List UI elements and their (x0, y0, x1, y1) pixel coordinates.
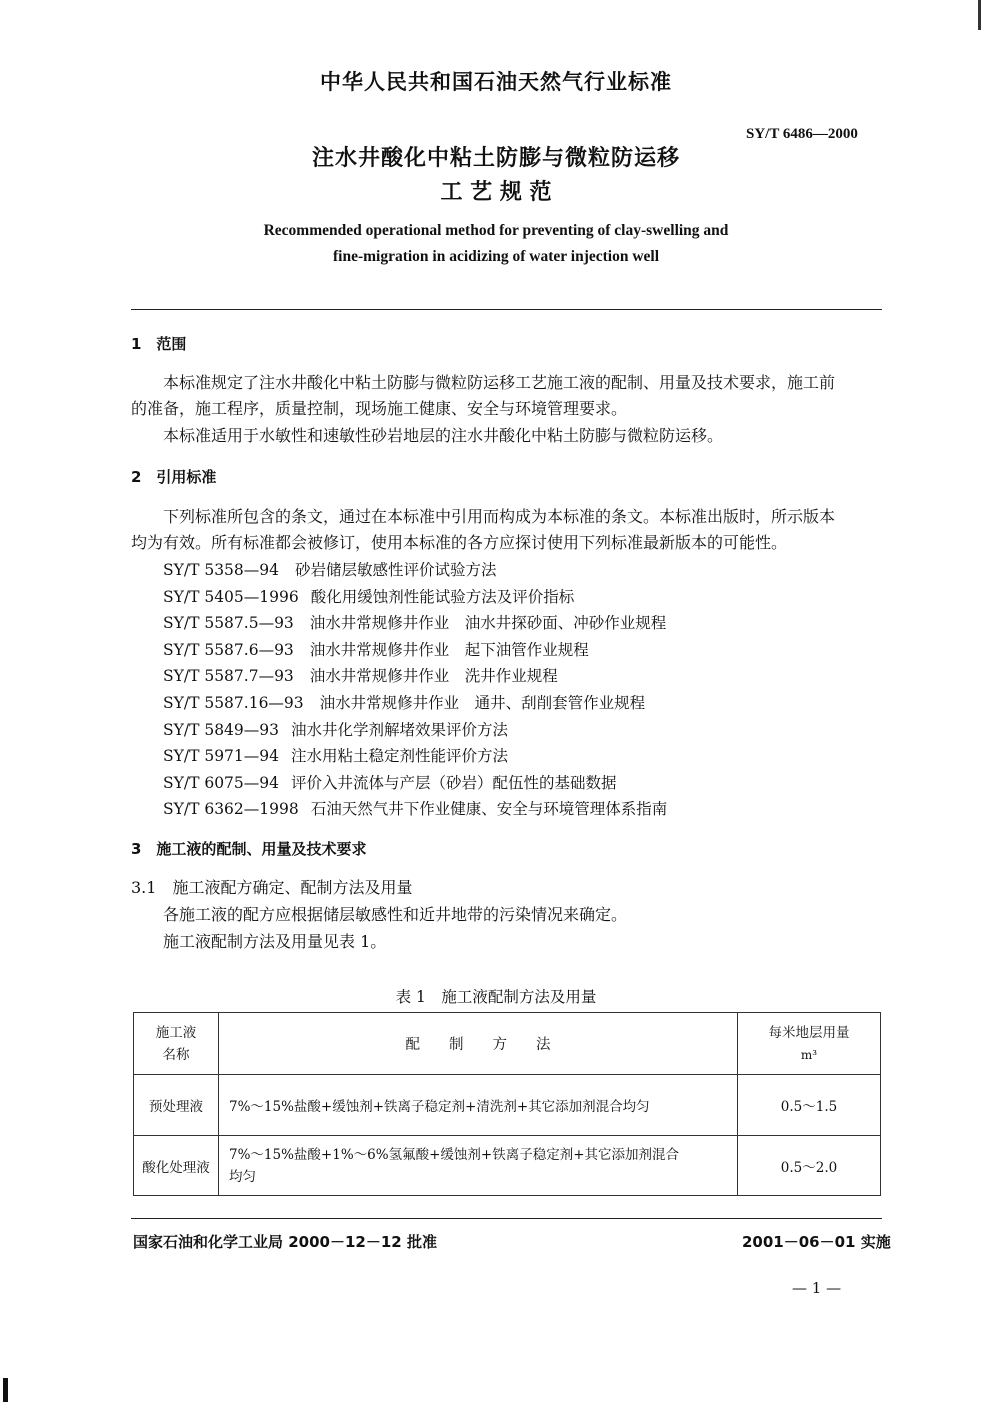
section3-heading: 3 施工液的配制、用量及技术要求 (131, 840, 367, 858)
section2-para-line2: 均为有效。所有标准都会被修订，使用本标准的各方应探讨使用下列标准最新版本的可能性。 (131, 533, 788, 552)
standard-item (163, 557, 667, 584)
section3-line2: 施工液配制方法及用量见表 1。 (163, 932, 387, 951)
section1-para2: 本标准适用于水敏性和速敏性砂岩地层的注水井酸化中粘土防膨与微粒防运移。 (163, 426, 724, 445)
table-header-row (134, 1013, 881, 1075)
standard-item (163, 743, 667, 770)
section1-para1-line1: 本标准规定了注水井酸化中粘土防膨与微粒防运移工艺施工液的配制、用量及技术要求，施工前 (163, 373, 836, 392)
table-row (134, 1136, 881, 1196)
standard-item (163, 663, 667, 690)
title-cn-line1: 注水井酸化中粘土防膨与微粒防运移 (311, 146, 680, 171)
standard-item (163, 584, 667, 611)
cell-method-line1: 7%～15%盐酸+缓蚀剂+铁离子稳定剂+清洗剂+其它添加剂混合均匀 (229, 1099, 650, 1115)
cell-method (219, 1075, 738, 1136)
std-number: SY/T 6486—2000 (746, 126, 858, 142)
section1-heading: 1 范围 (131, 335, 187, 353)
cell-amount: 0.5～1.5 (738, 1075, 881, 1136)
table1-caption: 表 1 施工液配制方法及用量 (395, 988, 597, 1006)
cell-name: 酸化处理液 (134, 1136, 219, 1196)
standard-code: SY/T 5587.16—93 (163, 693, 304, 712)
standard-item (163, 770, 667, 797)
header-rule (131, 309, 882, 310)
standard-code: SY/T 6075—94 (163, 773, 280, 792)
standard-code: SY/T 5405—1996 (163, 587, 299, 606)
standard-item (163, 796, 667, 823)
footer-rule (131, 1218, 882, 1219)
col-header-amount-unit: m³ (800, 1047, 818, 1062)
standards-list (163, 557, 667, 823)
standard-item (163, 717, 667, 744)
page-number: — 1 — (792, 1279, 842, 1297)
standard-name: 油水井常规修井作业 洗井作业规程 (309, 667, 558, 686)
col-header-amount (738, 1013, 881, 1075)
standard-name: 油水井常规修井作业 油水井探砂面、冲砂作业规程 (309, 614, 667, 633)
standard-name: 石油天然气井下作业健康、安全与环境管理体系指南 (310, 800, 668, 819)
standard-name: 评价入井流体与产层（砂岩）配伍性的基础数据 (291, 773, 617, 792)
cell-method-line2: 均匀 (229, 1168, 256, 1185)
table-row (134, 1075, 881, 1136)
standard-name: 注水用粘土稳定剂性能评价方法 (291, 747, 509, 766)
standard-item (163, 610, 667, 637)
cell-amount: 0.5～2.0 (738, 1136, 881, 1196)
section1-para1-line2: 的准备，施工程序，质量控制，现场施工健康、安全与环境管理要求。 (131, 399, 628, 418)
standard-name: 油水井常规修井作业 通井、刮削套管作业规程 (319, 693, 646, 712)
standard-code: SY/T 5587.7—93 (163, 667, 294, 686)
col-header-name-line1: 施工液 (155, 1024, 197, 1041)
standard-name: 油水井化学剂解堵效果评价方法 (291, 720, 509, 739)
section3-line1: 各施工液的配方应根据储层敏感性和近井地带的污染情况来确定。 (163, 905, 628, 924)
implement-text: 2001－06－01 实施 (742, 1233, 891, 1251)
section2-heading: 2 引用标准 (131, 468, 217, 486)
table1 (133, 1012, 881, 1196)
title-en-line2: fine-migration in acidizing of water injection well (332, 248, 660, 265)
col-header-name (134, 1013, 219, 1075)
title-cn-line2: 工 艺 规 范 (440, 180, 552, 205)
cell-method-line1: 7%～15%盐酸+1%～6%氢氟酸+缓蚀剂+铁离子稳定剂+其它添加剂混合 (229, 1146, 680, 1163)
cell-method (219, 1136, 738, 1196)
standard-code: SY/T 5587.5—93 (163, 614, 294, 633)
cell-name: 预处理液 (134, 1075, 219, 1136)
org-title: 中华人民共和国石油天然气行业标准 (320, 70, 672, 94)
title-en-line1: Recommended operational method for preventing of clay-swelling and (263, 222, 729, 239)
scan-mark-right (978, 0, 981, 30)
standard-name: 酸化用缓蚀剂性能试验方法及评价指标 (310, 587, 575, 606)
col-header-method: 配 制 方 法 (219, 1013, 738, 1075)
approval-text: 国家石油和化学工业局 2000－12－12 批准 (133, 1233, 437, 1251)
col-header-name-line2: 名称 (162, 1046, 190, 1063)
section2-para-line1: 下列标准所包含的条文，通过在本标准中引用而构成为本标准的条文。本标准出版时，所示版本 (163, 507, 836, 526)
standard-code: SY/T 5971—94 (163, 747, 280, 766)
standard-name: 砂岩储层敏感性评价试验方法 (295, 561, 497, 579)
standard-code: SY/T 5587.6—93 (163, 640, 294, 659)
standard-code: SY/T 6362—1998 (163, 800, 299, 819)
standard-name: 油水井常规修井作业 起下油管作业规程 (309, 640, 589, 659)
col-header-amount-line1: 每米地层用量 (768, 1024, 850, 1041)
standard-code: SY/T 5849—93 (163, 720, 280, 739)
standard-item (163, 690, 667, 717)
section3-1-heading: 3.1 施工液配方确定、配制方法及用量 (131, 878, 413, 897)
standard-item (163, 637, 667, 664)
standard-code: SY/T 5358—94 (163, 561, 280, 579)
scan-mark-left (3, 1378, 8, 1402)
